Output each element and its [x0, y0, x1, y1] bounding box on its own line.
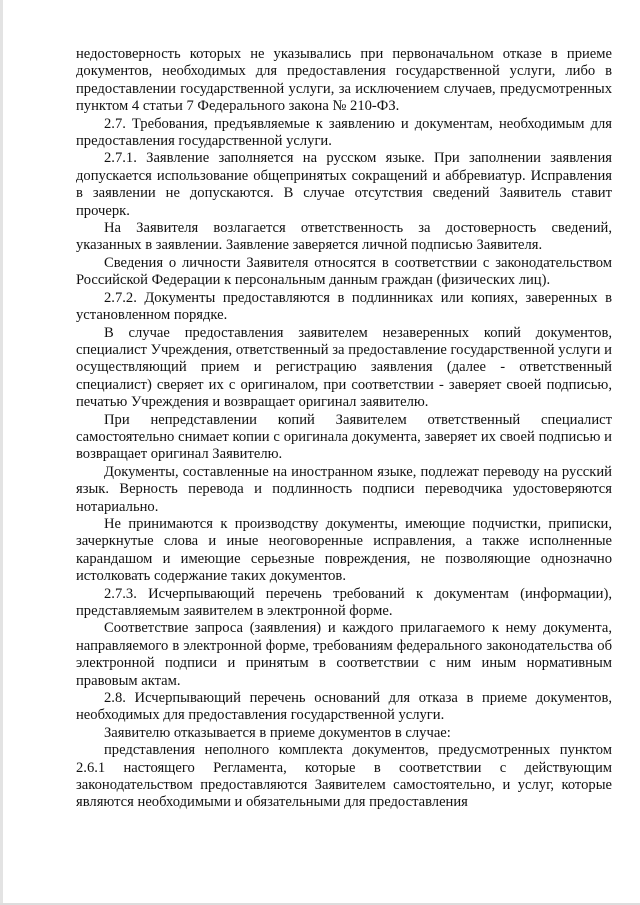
paragraph-4: На Заявителя возлагается ответственность за достоверность сведений, указанных в заявлении. Заявление заверяется личной подписью Заявителя.	[76, 220, 612, 254]
paragraph-10: Не принимаются к производству документы, имеющие подчистки, приписки, зачеркнутые слова и иные неоговоренные исправления, а также исполненные карандашом и имеющие серьезные повреждения, не позволяющие однозначно истолковать содержание таких документов.	[76, 515, 612, 585]
document-body	[76, 46, 612, 812]
paragraph-15: представления неполного комплекта документов, предусмотренных пунктом 2.6.1 настоящего Регламента, которые в соответствии с действующим законодательством предоставляются Заявителем самостоятельно, и услуг, которые являются необходимыми и обязательными для предоставления	[76, 742, 612, 811]
paragraph-13: 2.8. Исчерпывающий перечень оснований для отказа в приеме документов, необходимых для предоставления государственной услуги.	[76, 690, 612, 724]
scan-edge	[0, 0, 3, 905]
paragraph-8: При непредставлении копий Заявителем ответственный специалист самостоятельно снимает копии с оригинала документа, заверяет их своей подписью и возвращает оригинал Заявителю.	[76, 411, 612, 463]
paragraph-3: 2.7.1. Заявление заполняется на русском языке. При заполнении заявления допускается использование общепринятых сокращений и аббревиатур. Исправления в заявлении не допускаются. В случае отсутствия сведений Заявитель ставит прочерк.	[76, 150, 612, 219]
paragraph-6: 2.7.2. Документы предоставляются в подлинниках или копиях, заверенных в установленном порядке.	[76, 289, 612, 324]
paragraph-9: Документы, составленные на иностранном языке, подлежат переводу на русский язык. Верность перевода и подлинность подписи переводчика удостоверяются нотариально.	[76, 463, 612, 515]
paragraph-7: В случае предоставления заявителем незаверенных копий документов, специалист Учреждения, ответственный за предоставление государственной услуги и осуществляющий прием и регистрацию заявления (далее - ответственный специалист) сверяет их с оригиналом, при соответствии - заверяет своей подписью, печатью Учреждения и возвращает оригинал заявителю.	[76, 324, 612, 411]
paragraph-5: Сведения о личности Заявителя относятся в соответствии с законодательством Российской Федерации к персональным данным граждан (физических лиц).	[76, 254, 612, 289]
paragraph-1: недостоверность которых не указывались при первоначальном отказе в приеме документов, необходимых для предоставления государственной услуги, либо в предоставлении государственной услуги, за исключением случаев, предусмотренных пунктом 4 статьи 7 Федерального закона № 210-ФЗ.	[76, 46, 612, 115]
paragraph-12: Соответствие запроса (заявления) и каждого прилагаемого к нему документа, направляемого в электронной форме, требованиям федерального законодательства об электронной подписи и принятым в соответствии с ним иным нормативным правовым актам.	[76, 620, 612, 689]
paragraph-11: 2.7.3. Исчерпывающий перечень требований к документам (информации), представляемым заявителем в электронной форме.	[76, 585, 612, 619]
paragraph-2: 2.7. Требования, предъявляемые к заявлению и документам, необходимым для предоставления государственной услуги.	[76, 115, 612, 150]
paragraph-14: Заявителю отказывается в приеме документов в случае:	[104, 724, 451, 741]
